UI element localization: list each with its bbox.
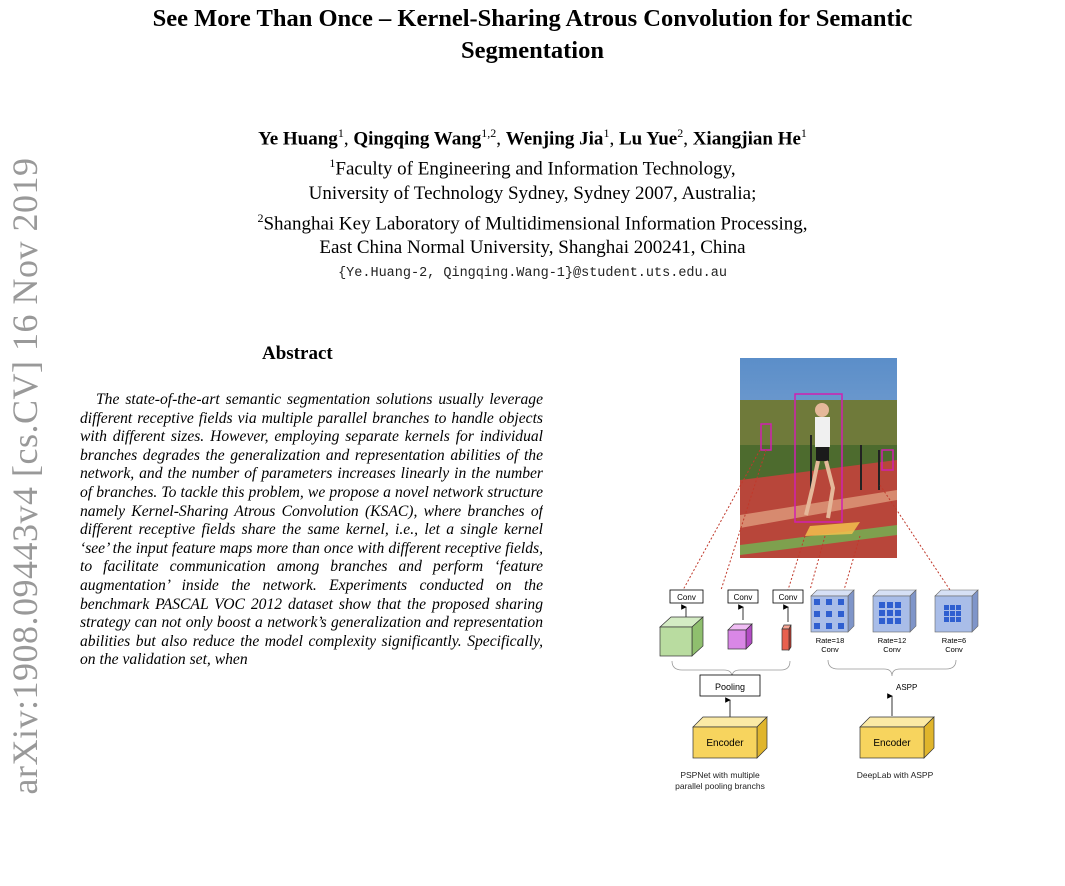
pooling-cube-large: [660, 617, 703, 656]
author-sup: 1: [603, 126, 610, 140]
arxiv-stamp: [0, 0, 45, 795]
deeplab-caption: DeepLab with ASPP: [856, 770, 934, 780]
author-name: Wenjing Jia: [505, 128, 604, 150]
architecture-figure: [560, 350, 1065, 821]
arxiv-id: arXiv:1908.09443v4 [cs.CV] 16 Nov 2019: [5, 157, 45, 795]
aspp-block-rate-18: [811, 590, 854, 654]
psp-conv-boxes: [670, 590, 803, 603]
aspp-brace: [828, 660, 956, 676]
psp-conv-label: Conv: [778, 593, 798, 602]
psp-caption-line-2: parallel pooling branchs: [675, 781, 765, 791]
deeplab-encoder-block: [860, 717, 934, 758]
author-name: Xiangjian He: [692, 128, 801, 150]
affiliation-line-2: University of Technology Sydney, Sydney 2007, Australia;: [308, 182, 757, 204]
affiliation-line-1: $^1$Faculty of Engineering and Information Technology,: [329, 156, 736, 180]
psp-conv-label: Conv: [677, 593, 696, 602]
author-sup: 2: [677, 126, 684, 140]
encoder-label: Encoder: [706, 738, 744, 749]
aspp-conv-label: Conv: [883, 645, 901, 654]
pooling-cube-medium: [728, 624, 752, 649]
title-line-2: Segmentation: [461, 37, 604, 64]
author-email: {Ye.Huang-2, Qingqing.Wang-1}@student.uts.edu.au: [338, 266, 727, 281]
author-block: [150, 121, 915, 260]
abstract-heading: Abstract: [262, 343, 333, 364]
author-sup: 1: [800, 126, 807, 140]
psp-caption-line-1: PSPNet with multiple: [680, 770, 760, 780]
aspp-label: ASPP: [896, 683, 918, 692]
aspp-conv-label: Conv: [945, 645, 963, 654]
aspp-rate-label: Rate=12: [877, 636, 907, 645]
aspp-block-rate-6: [935, 590, 978, 654]
author-name: Lu Yue: [618, 128, 678, 150]
aspp-conv-label: Conv: [821, 645, 839, 654]
encoder-label: Encoder: [873, 738, 911, 749]
author-list: Ye Huang$^1$, Qingqing Wang$^{1,2}$, Wenjing Jia$^1$, Lu Yue$^2$, Xiangjian He$^1$: [258, 126, 807, 150]
pooling-label: Pooling: [714, 682, 746, 692]
pooling-cube-small: [782, 625, 791, 650]
aspp-block-rate-12: [873, 590, 916, 654]
psp-encoder-block: [693, 717, 767, 758]
aspp-rate-label: Rate=6: [941, 636, 967, 645]
aspp-rate-label: Rate=18: [815, 636, 845, 645]
author-name: Ye Huang: [258, 128, 338, 150]
title-line-1: See More Than Once – Kernel-Sharing Atrous Convolution for Semantic: [152, 5, 913, 32]
author-sup: 1: [337, 126, 344, 140]
affiliation-line-3: $^2$Shanghai Key Laboratory of Multidimensional Information Processing,: [257, 210, 808, 234]
author-sup: 1,2: [481, 126, 497, 140]
psp-brace: [672, 661, 790, 677]
author-name: Qingqing Wang: [353, 128, 482, 150]
affiliation-line-4: East China Normal University, Shanghai 200241, China: [319, 236, 746, 258]
psp-conv-label: Conv: [733, 593, 753, 602]
abstract-text: The state-of-the-art semantic segmentation solutions usually leverage different receptive fields via multiple parallel branches to handle objects with different sizes. However, employing separate kernels for individual branches degrades the generalization and representation abilities of the network, and the number of parameters increases linearly in the number of branches. To tackle this problem, we propose a novel network structure namely Kernel-Sharing Atrous Convolution (KSAC), where branches of different receptive fields share the same kernel, i.e., let a single kernel ‘see’ the input feature maps more than once with different receptive fields, to facilitate communication among branches and perform ‘feature augmentation’ inside the network. Experiments conducted on the benchmark PASCAL VOC 2012 dataset show that the proposed sharing strategy can not only boost a network’s generalization and representation abilities but also reduce the model complexity significantly. Specifically, on the validation set, when: [80, 391, 543, 669]
paper-title: [110, 3, 955, 67]
